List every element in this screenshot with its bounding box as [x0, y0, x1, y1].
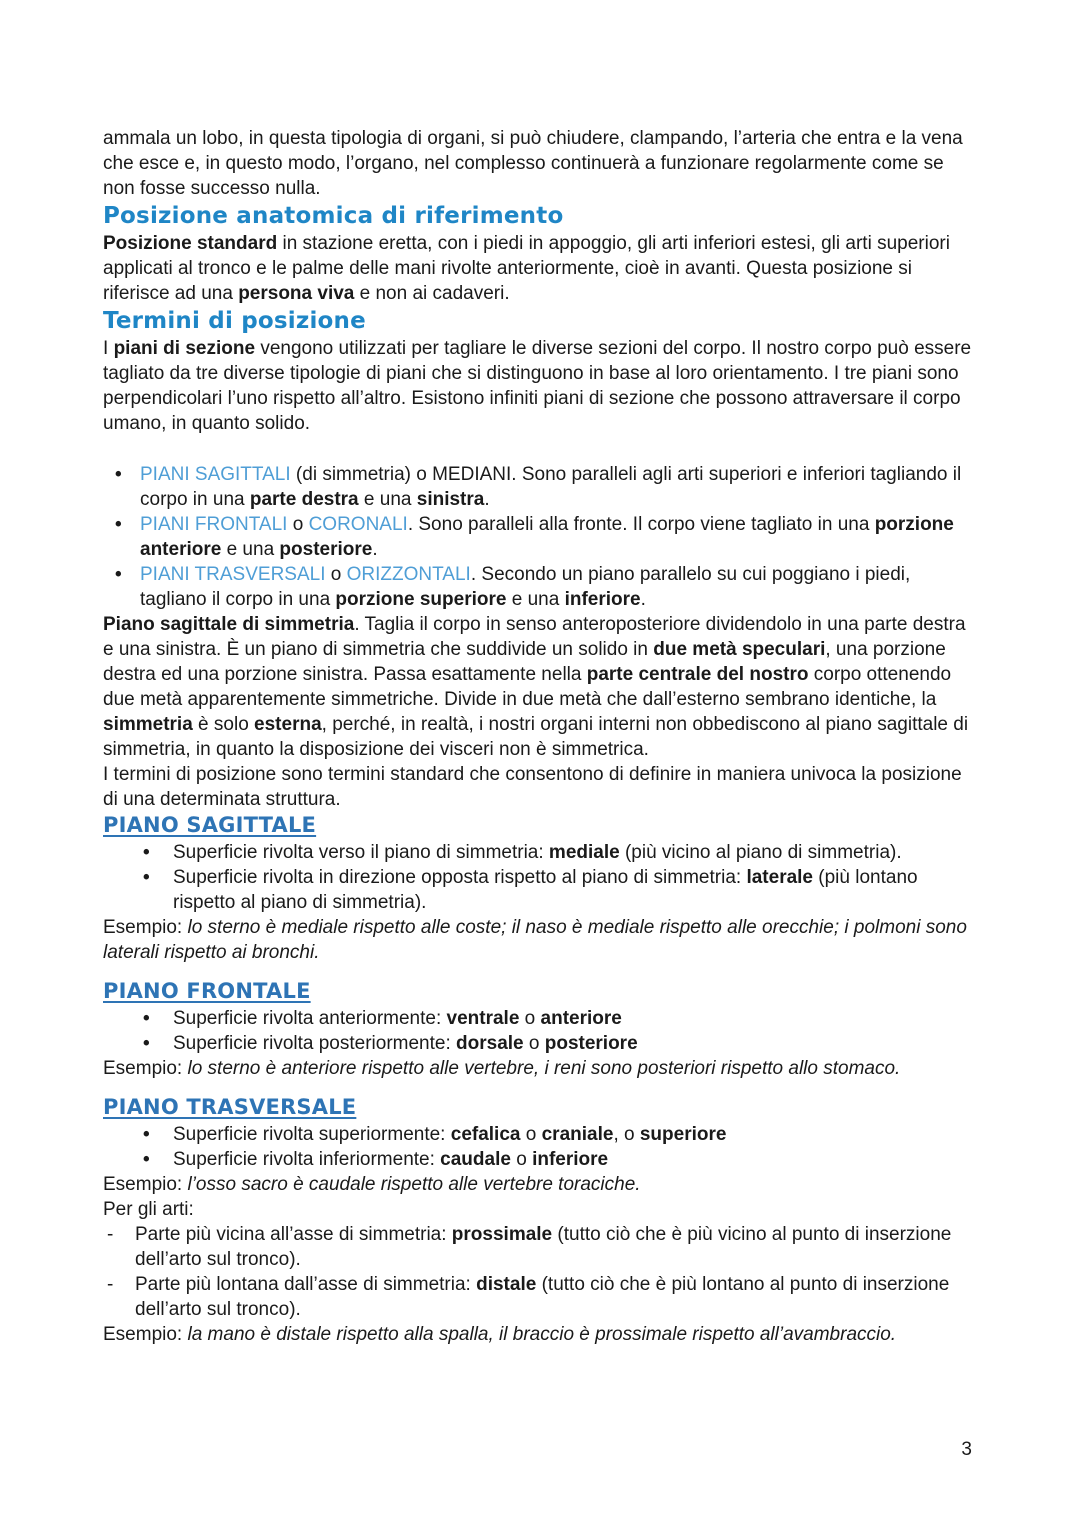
text-run: dorsale: [456, 1033, 524, 1054]
example-text: [103, 915, 977, 965]
section-heading: Posizione anatomica di riferimento: [103, 203, 564, 229]
text-run: anteriore: [540, 1008, 622, 1029]
example-text: [103, 1056, 977, 1081]
text-run: l’osso sacro è caudale rispetto alle vertebre toraciche.: [187, 1174, 641, 1195]
bullet-list: [103, 840, 977, 915]
plane-heading: PIANO FRONTALE: [103, 979, 311, 1003]
text-run: .: [640, 589, 646, 610]
text-run: ammala un lobo, in questa tipologia di organi, si può chiudere, clampando, l’arteria che entra e la vena che esce e, in questo modo, l’organo, nel complesso continuerà a funzionare regolarmente come se non fosse successo nulla.: [103, 128, 963, 199]
bullet-list: [103, 462, 977, 612]
text-run: è solo: [192, 714, 255, 735]
text-run: parte centrale del nostro: [586, 664, 809, 685]
text-run: cefalica: [450, 1124, 521, 1145]
text-run: Piano sagittale di simmetria: [103, 614, 355, 635]
text-run: Parte più vicina all’asse di simmetria:: [135, 1224, 452, 1245]
paragraph: [103, 231, 977, 306]
term-highlight: CORONALI: [308, 514, 408, 535]
text-run: prossimale: [451, 1224, 553, 1245]
text-run: Superficie rivolta inferiormente:: [173, 1149, 441, 1170]
text-run: o: [325, 564, 347, 585]
text-run: e non ai cadaveri.: [354, 283, 510, 304]
term-highlight: PIANI SAGITTALI: [140, 464, 291, 485]
list-item: [103, 1031, 977, 1056]
text-run: Posizione standard: [103, 233, 278, 254]
text-run: due metà speculari: [653, 639, 826, 660]
text-run: Esempio:: [103, 917, 188, 938]
text-run: o: [520, 1124, 542, 1145]
text-run: caudale: [440, 1149, 511, 1170]
text-run: Parte più lontana dall’asse di simmetria:: [135, 1274, 477, 1295]
text-run: ventrale: [446, 1008, 520, 1029]
text-run: Esempio:: [103, 1324, 188, 1345]
text-run: in stazione eretta, con i piedi in appoggio, gli arti inferiori estesi, gli arti superiori applicati al tronco e le palme delle mani rivolte anteriormente, cioè in avanti. Questa posizione si riferisce ad una: [103, 233, 950, 304]
text-run: inferiore: [564, 589, 641, 610]
text-run: . Taglia il corpo in senso anteroposteriore dividendolo in una parte destra e una sinistra. È un piano di simmetria che suddivide un solido in: [103, 614, 966, 660]
text-run: , perché, in realtà, i nostri organi interni non obbediscono al piano sagittale di simmetria, in quanto la disposizione dei visceri non è simmetrica.: [103, 714, 969, 760]
list-item: [103, 1147, 977, 1172]
term-highlight: ORIZZONTALI: [346, 564, 471, 585]
text-run: o: [519, 1008, 541, 1029]
text-run: Superficie rivolta posteriormente:: [173, 1033, 457, 1054]
text-run: (tutto ciò che è più lontano al punto di inserzione dell’arto sul tronco).: [135, 1274, 950, 1320]
dash-list: [103, 1222, 977, 1322]
paragraph: [103, 612, 977, 762]
text-run: Esempio:: [103, 1058, 188, 1079]
list-item: [103, 1272, 977, 1322]
text-run: Superficie rivolta in direzione opposta rispetto al piano di simmetria:: [173, 867, 747, 888]
text-run: piani di sezione: [113, 338, 256, 359]
text-run: vengono utilizzati per tagliare le diverse sezioni del corpo. Il nostro corpo può essere tagliato da tre diverse tipologie di piani che si distinguono in base al loro orientamento. I tre piani sono perpendicolari l’uno rispetto all’altro. Esistono infiniti piani di sezione che possono attraversare il corpo umano, in quanto solido.: [103, 338, 972, 434]
text-run: mediale: [548, 842, 620, 863]
text-run: .: [484, 489, 490, 510]
list-item: [103, 512, 977, 562]
text-run: . Secondo un piano parallelo su cui poggiano i piedi, tagliano il corpo in una: [140, 564, 911, 610]
document-body: [103, 126, 977, 1347]
list-item: [103, 1006, 977, 1031]
text-run: laterale: [746, 867, 813, 888]
text-run: (più lontano rispetto al piano di simmetria).: [173, 867, 918, 913]
text-run: corpo ottenendo due metà apparentemente simmetriche. Divide in due metà che dall’esterno sembrano identiche, la: [103, 664, 952, 710]
paragraph: [103, 1197, 977, 1222]
example-text: [103, 1172, 977, 1197]
text-run: , o: [613, 1124, 640, 1145]
example-text: [103, 1322, 977, 1347]
paragraph: [103, 336, 977, 436]
list-item: [103, 462, 977, 512]
text-run: (tutto ciò che è più vicino al punto di inserzione dell’arto sul tronco).: [135, 1224, 952, 1270]
paragraph: [103, 126, 977, 201]
text-run: porzione anteriore: [140, 514, 954, 560]
plane-heading: PIANO TRASVERSALE: [103, 1095, 357, 1119]
text-run: Superficie rivolta superiormente:: [173, 1124, 451, 1145]
text-run: sinistra: [416, 489, 485, 510]
text-run: e una: [221, 539, 280, 560]
text-run: superiore: [639, 1124, 727, 1145]
page-number: 3: [961, 1439, 972, 1460]
text-run: o: [523, 1033, 545, 1054]
text-run: , una porzione destra ed una porzione sinistra. Passa esattamente nella: [103, 639, 946, 685]
section-heading: Termini di posizione: [103, 308, 366, 334]
paragraph: [103, 762, 977, 812]
text-run: Esempio:: [103, 1174, 188, 1195]
text-run: Per gli arti:: [103, 1199, 194, 1220]
text-run: craniale: [541, 1124, 614, 1145]
term-highlight: PIANI TRASVERSALI: [140, 564, 326, 585]
text-run: persona viva: [238, 283, 355, 304]
text-run: (più vicino al piano di simmetria).: [619, 842, 902, 863]
text-run: e una: [506, 589, 565, 610]
text-run: I termini di posizione sono termini standard che consentono di definire in maniera univoca la posizione di una determinata struttura.: [103, 764, 962, 810]
term-highlight: PIANI FRONTALI: [140, 514, 288, 535]
text-run: Superficie rivolta verso il piano di simmetria:: [173, 842, 549, 863]
list-item: [103, 1222, 977, 1272]
text-run: la mano è distale rispetto alla spalla, il braccio è prossimale rispetto all’avambraccio.: [187, 1324, 897, 1345]
text-run: inferiore: [532, 1149, 609, 1170]
text-run: (di simmetria) o MEDIANI. Sono paralleli agli arti superiori e inferiori tagliando il corpo in una: [140, 464, 962, 510]
bullet-list: [103, 1006, 977, 1056]
text-run: posteriore: [544, 1033, 638, 1054]
text-run: I: [103, 338, 114, 359]
text-run: parte destra: [249, 489, 359, 510]
list-item: [103, 840, 977, 865]
text-run: e una: [358, 489, 417, 510]
text-run: esterna: [254, 714, 322, 735]
text-run: o: [510, 1149, 533, 1170]
text-run: simmetria: [103, 714, 193, 735]
text-run: . Sono paralleli alla fronte. Il corpo viene tagliato in una: [407, 514, 875, 535]
text-run: .: [372, 539, 378, 560]
list-item: [103, 865, 977, 915]
text-run: lo sterno è anteriore rispetto alle vertebre, i reni sono posteriori rispetto allo stomaco.: [187, 1058, 901, 1079]
text-run: Superficie rivolta anteriormente:: [173, 1008, 447, 1029]
text-run: lo sterno è mediale rispetto alle coste; il naso è mediale rispetto alle orecchie; i polmoni sono laterali rispetto ai bronchi.: [103, 917, 967, 963]
bullet-list: [103, 1122, 977, 1172]
list-item: [103, 1122, 977, 1147]
text-run: posteriore: [279, 539, 373, 560]
plane-heading: PIANO SAGITTALE: [103, 813, 317, 837]
list-item: [103, 562, 977, 612]
text-run: distale: [476, 1274, 537, 1295]
text-run: porzione superiore: [335, 589, 507, 610]
text-run: o: [287, 514, 309, 535]
